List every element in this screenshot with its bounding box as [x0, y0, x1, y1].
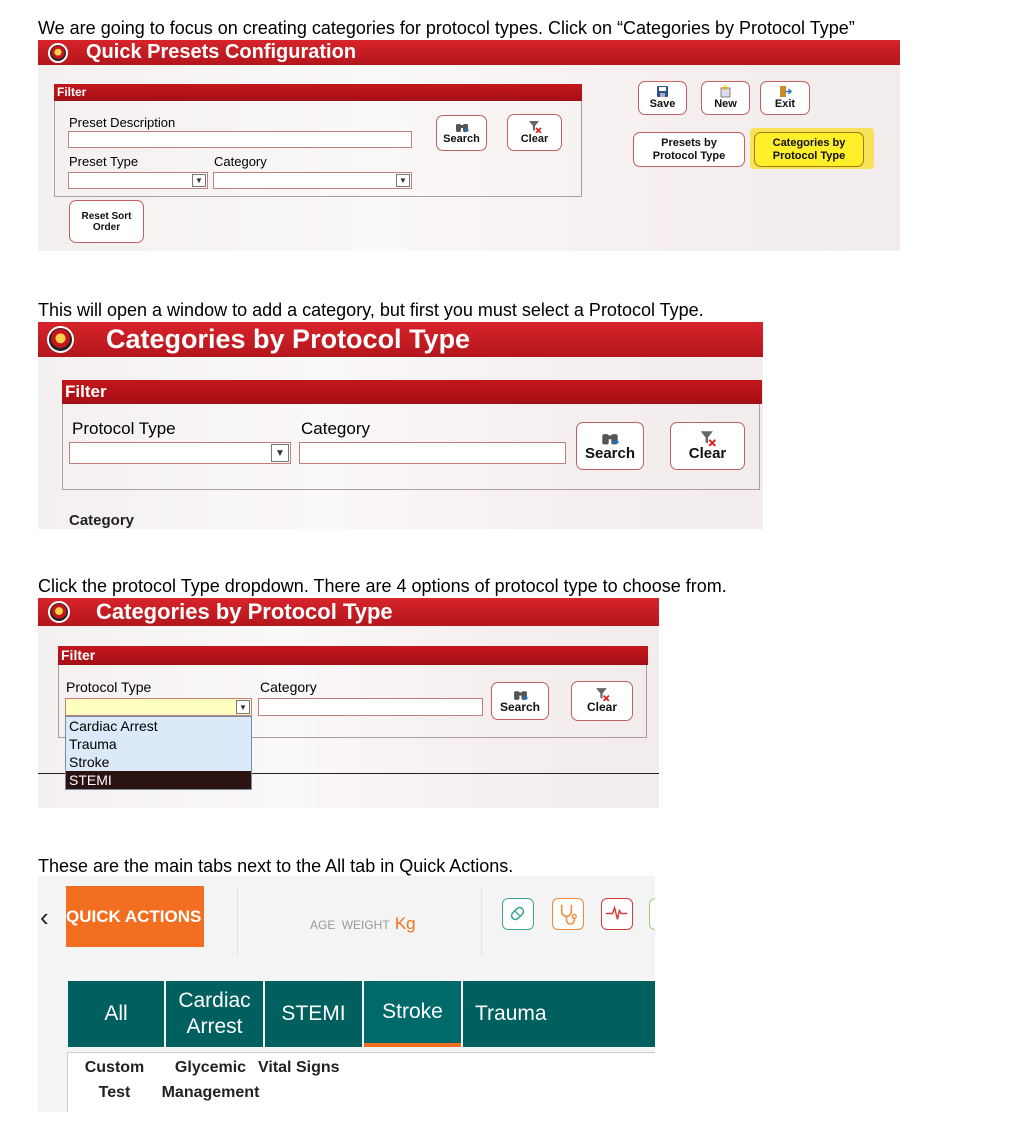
category-column-header: Category [69, 512, 135, 529]
option-cardiac-arrest[interactable]: Cardiac Arrest [69, 718, 158, 734]
categories-window-banner [38, 322, 763, 357]
filter-header: Filter [62, 380, 762, 404]
tab-stroke[interactable]: Stroke [364, 981, 461, 1047]
category-label: Category [260, 679, 317, 695]
pill-glyph [503, 899, 532, 928]
chevron-down-icon: ▼ [236, 700, 250, 714]
presets-by-protocol-type-button[interactable] [633, 132, 745, 167]
filter-header: Filter [54, 84, 582, 101]
clear-button[interactable] [507, 114, 562, 151]
pill-icon[interactable] [502, 898, 534, 930]
protocol-type-select[interactable] [69, 442, 291, 464]
quick-presets-banner [38, 40, 900, 65]
age-label: AGE [310, 918, 336, 932]
tab-trauma[interactable]: Trauma [463, 981, 559, 1047]
tab-stemi[interactable]: STEMI [265, 981, 362, 1047]
search-button-label: Search [499, 699, 541, 714]
instruction-caption-3: Click the protocol Type dropdown. There are 4 options of protocol type to choose from. [38, 576, 727, 596]
preset-description-label: Preset Description [69, 115, 176, 130]
new-button-label: New [714, 98, 737, 111]
divider [237, 888, 238, 956]
preset-type-select[interactable] [68, 172, 208, 189]
chevron-down-icon: ▼ [192, 174, 206, 187]
option-trauma[interactable]: Trauma [69, 736, 117, 752]
ecg-icon[interactable] [601, 898, 633, 930]
category-input[interactable] [258, 698, 483, 716]
fire-department-logo [47, 326, 74, 353]
categories-dropdown-banner [38, 598, 659, 626]
fire-department-logo [48, 601, 70, 623]
preset-type-label: Preset Type [69, 154, 139, 169]
option-stemi[interactable]: STEMI [66, 771, 251, 789]
weight-label: WEIGHT [341, 918, 390, 932]
search-button[interactable] [491, 682, 549, 720]
age-weight-readout [310, 914, 416, 934]
binoculars-icon [455, 121, 469, 133]
save-button[interactable] [638, 81, 687, 115]
protocol-type-label: Protocol Type [72, 419, 176, 438]
back-chevron-icon[interactable]: ‹ [40, 902, 49, 932]
clear-filter-icon [528, 120, 542, 133]
clear-button-label: Clear [586, 700, 618, 715]
protocol-type-options-list [65, 716, 252, 790]
instruction-caption-2: This will open a window to add a category, but first you must select a Protocol Type. [38, 300, 704, 320]
instruction-caption-1: We are going to focus on creating categories for protocol types. Click on “Categories by Protocol Type” [38, 18, 855, 38]
search-button[interactable] [576, 422, 644, 470]
subtab-vital-signs[interactable]: Vital Signs [258, 1059, 340, 1076]
chevron-down-icon: ▼ [271, 444, 289, 462]
window-title: Categories by Protocol Type [106, 324, 471, 354]
filter-header: Filter [58, 646, 648, 665]
stethoscope-glyph [553, 899, 582, 928]
fire-department-logo [48, 43, 68, 63]
tab-cardiac-arrest[interactable]: Cardiac Arrest [166, 981, 263, 1047]
window-title: Categories by Protocol Type [96, 599, 393, 624]
clear-button-label: Clear [688, 444, 727, 462]
category-select[interactable] [213, 172, 412, 189]
exit-door-icon [778, 85, 792, 98]
protocol-type-label: Protocol Type [66, 679, 152, 695]
weight-unit: Kg [394, 914, 416, 933]
divider [481, 888, 482, 956]
exit-button-label: Exit [774, 98, 796, 111]
quick-actions-panel [38, 876, 655, 1112]
presets-by-protocol-type-label: Presets by Protocol Type [652, 137, 726, 162]
preset-description-input[interactable] [68, 131, 412, 148]
reset-sort-order-button[interactable] [69, 200, 144, 243]
category-label: Category [301, 419, 370, 438]
reset-sort-order-label: Reset Sort Order [81, 210, 132, 233]
floppy-disk-icon [656, 85, 669, 98]
subtab-glycemic-management[interactable]: Glycemic Management [161, 1059, 260, 1101]
new-document-icon [719, 85, 732, 98]
tab-all[interactable]: All [68, 981, 164, 1047]
protocol-type-select[interactable] [65, 698, 252, 716]
instruction-caption-4: These are the main tabs next to the All tab in Quick Actions. [38, 856, 514, 876]
clear-button-label: Clear [520, 132, 549, 145]
save-button-label: Save [649, 98, 676, 111]
clear-filter-icon [699, 430, 717, 446]
exit-button[interactable] [760, 81, 810, 115]
ecg-glyph [602, 899, 631, 928]
clear-button[interactable] [571, 681, 633, 721]
category-input[interactable] [299, 442, 566, 464]
search-button[interactable] [436, 115, 487, 151]
categories-by-protocol-type-button[interactable] [754, 132, 864, 167]
category-label: Category [214, 154, 267, 169]
clear-button[interactable] [670, 422, 745, 470]
subtab-custom-test[interactable]: Custom Test [84, 1059, 145, 1101]
search-button-label: Search [443, 132, 480, 145]
subtab-area [67, 1052, 655, 1112]
binoculars-icon [513, 688, 528, 701]
option-stroke[interactable]: Stroke [69, 754, 110, 770]
quick-actions-title[interactable]: QUICK ACTIONS [66, 886, 204, 947]
binoculars-icon [601, 430, 619, 446]
clear-filter-icon [595, 687, 610, 701]
stethoscope-icon[interactable] [552, 898, 584, 930]
page-title: Quick Presets Configuration [86, 41, 357, 63]
next-icon-partial[interactable] [649, 898, 655, 930]
chevron-down-icon: ▼ [396, 174, 410, 187]
search-button-label: Search [584, 444, 636, 462]
tab-bar-filler [559, 981, 655, 1047]
new-button[interactable] [701, 81, 750, 115]
categories-by-protocol-type-label: Categories by Protocol Type [772, 137, 846, 162]
